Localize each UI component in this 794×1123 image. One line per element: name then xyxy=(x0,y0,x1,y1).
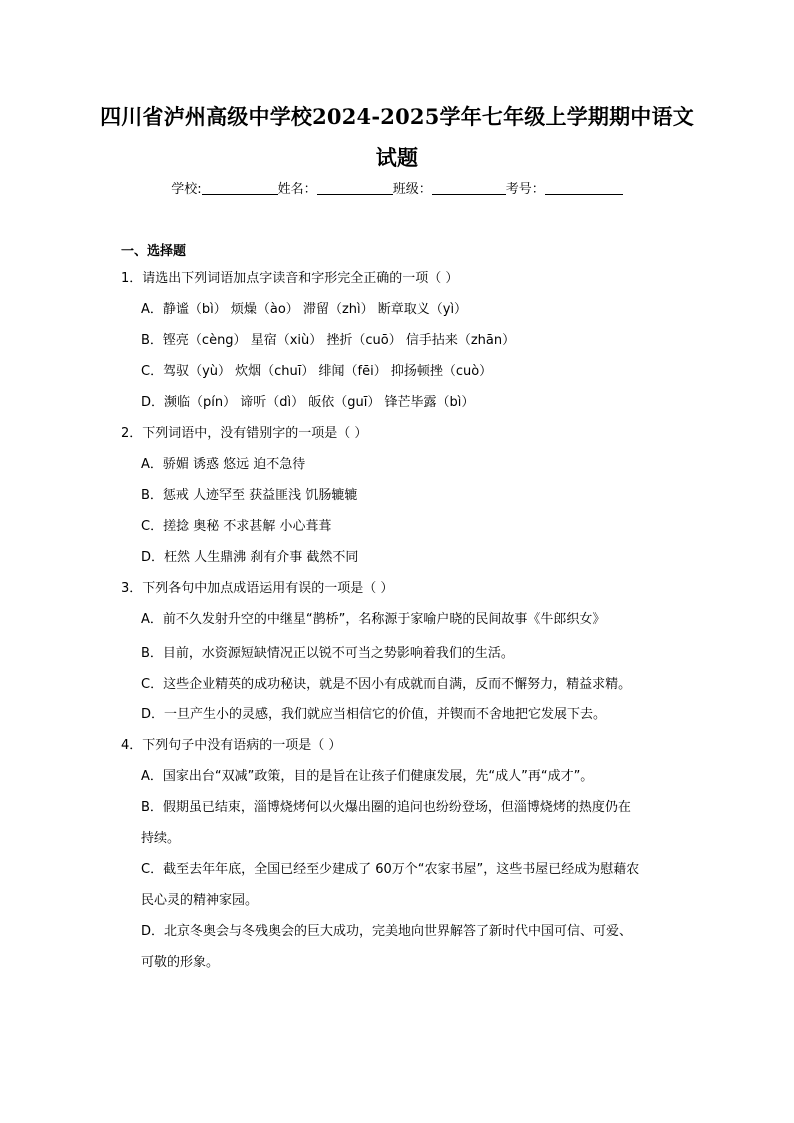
question-2-option-b: B．惩戒 人迹罕至 获益匪浅 饥肠辘辘 xyxy=(141,488,358,503)
student-info-line xyxy=(0,181,794,199)
question-1-option-d: D．濒临（pín） 谛听（dì） 皈依（guī） 锋芒毕露（bì） xyxy=(141,395,475,410)
name-label: 姓名： xyxy=(277,182,317,197)
question-4-option-d-continued: 可敬的形象。 xyxy=(141,955,220,970)
question-3-option-c: C．这些企业精英的成功秘诀，就是不因小有成就而自满，反而不懈努力，精益求精。 xyxy=(141,677,632,692)
question-4-option-c: C．截至去年年底，全国已经至少建成了 60万个“农家书屋”，这些书屋已经成为慰藉农 xyxy=(141,862,640,877)
class-label: 班级： xyxy=(392,182,432,197)
question-2-option-d: D．枉然 人生鼎沸 刹有介事 截然不同 xyxy=(141,550,359,565)
question-4-stem: 4．下列句子中没有语病的一项是（ ） xyxy=(121,738,342,753)
question-3-option-b: B．目前，水资源短缺情况正以锐不可当之势影响着我们的生活。 xyxy=(141,646,514,661)
question-3-option-a: A．前不久发射升空的中继星“鹊桥”，名称源于家喻户晓的民间故事《牛郎织女》 xyxy=(141,612,606,627)
question-4-option-b-continued: 持续。 xyxy=(141,831,181,846)
question-1-option-a: A．静谧（bì） 烦燥（ào） 滞留（zhì） 断章取义（yì） xyxy=(141,302,468,317)
question-2-option-a: A．骄媚 诱惑 悠远 迫不急待 xyxy=(141,457,306,472)
class-blank xyxy=(432,181,506,195)
number-label: 考号： xyxy=(505,182,545,197)
section-heading: 一、选择题 xyxy=(121,244,187,259)
exam-title-line2: 试题 xyxy=(375,145,419,170)
question-3-option-d: D．一旦产生小的灵感，我们就应当相信它的价值，并锲而不舍地把它发展下去。 xyxy=(141,707,607,722)
name-blank xyxy=(317,181,393,195)
question-4-option-d: D．北京冬奥会与冬残奥会的巨大成功，完美地向世界解答了新时代中国可信、可爱、 xyxy=(141,924,633,939)
question-1-option-c: C．驾驭（yù） 炊烟（chuī） 绯闻（fēi） 抑扬顿挫（cuò） xyxy=(141,364,493,379)
question-2-stem: 2．下列词语中，没有错别字的一项是（ ） xyxy=(121,426,368,441)
question-4-option-b: B．假期虽已结束，淄博烧烤何以火爆出圈的追问也纷纷登场，但淄博烧烤的热度仍在 xyxy=(141,800,631,815)
question-2-option-c: C．搓捻 奥秘 不求甚解 小心葺葺 xyxy=(141,519,332,534)
question-4-option-c-continued: 民心灵的精神家园。 xyxy=(141,893,259,908)
school-blank xyxy=(202,181,278,195)
question-3-stem: 3．下列各句中加点成语运用有误的一项是（ ） xyxy=(121,581,394,596)
question-1-stem: 1．请选出下列词语加点字读音和字形完全正确的一项（ ） xyxy=(121,271,459,286)
question-1-option-b: B．铿亮（cèng） 星宿（xiù） 挫折（cuō） 信手拈来（zhān） xyxy=(141,333,516,348)
exam-title-line1: 四川省泸州高级中学校2024-2025学年七年级上学期期中语文 xyxy=(100,104,694,129)
number-blank xyxy=(545,181,623,195)
question-4-option-a: A．国家出台“双减”政策，目的是旨在让孩子们健康发展，先“成人”再“成才”。 xyxy=(141,769,594,784)
school-label: 学校: xyxy=(171,182,202,197)
